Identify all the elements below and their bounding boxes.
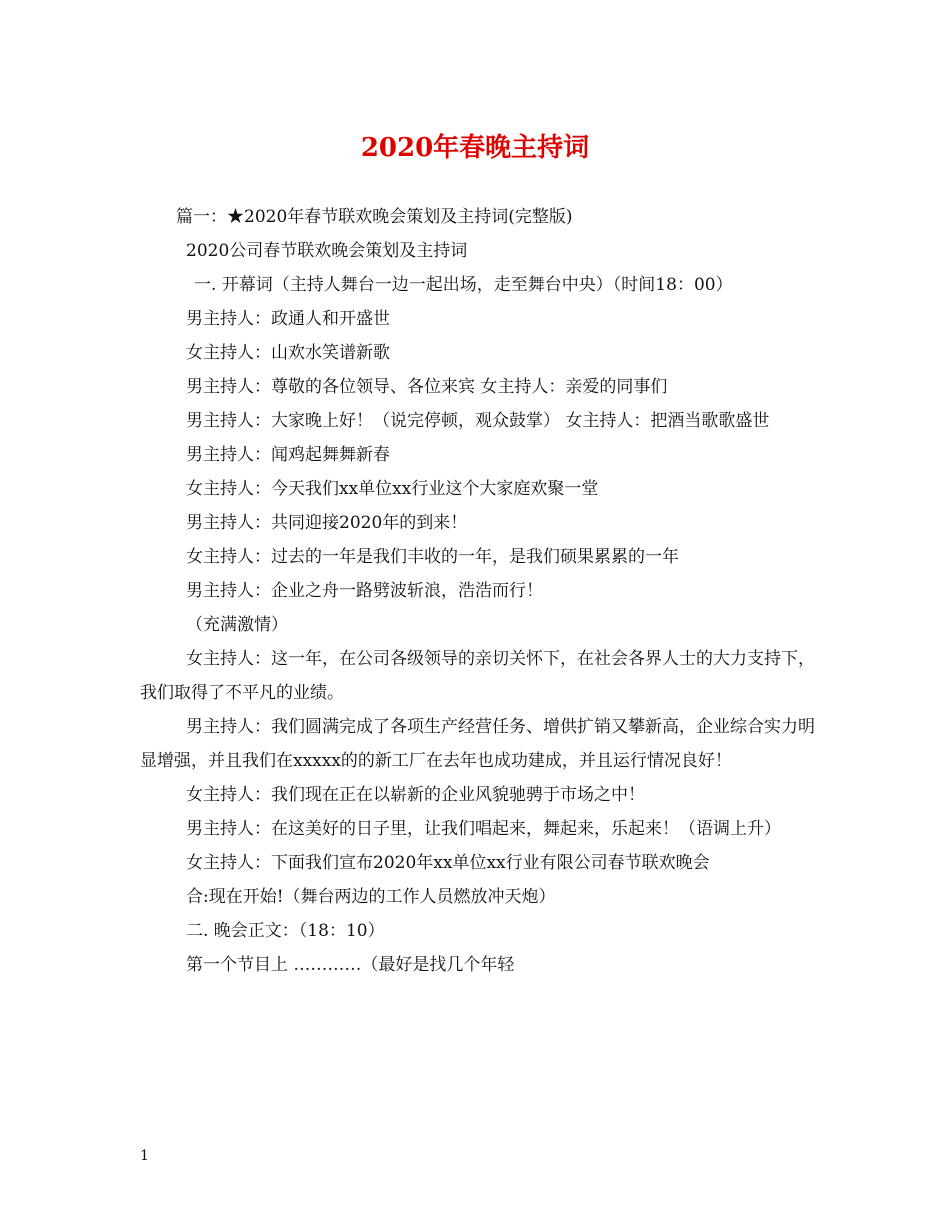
document-body: [140, 200, 815, 982]
paragraph: 女主持人：山欢水笑谱新歌: [186, 343, 390, 363]
paragraph: 女主持人：过去的一年是我们丰收的一年，是我们硕果累累的一年: [186, 547, 679, 567]
paragraph: 男主持人：企业之舟一路劈波斩浪，浩浩而行！: [186, 581, 543, 601]
paragraph: （充满激情）: [186, 615, 288, 635]
paragraph: 男主持人：政通人和开盛世: [186, 309, 390, 329]
paragraph: 女主持人：今天我们xx单位xx行业这个大家庭欢聚一堂: [186, 479, 599, 499]
paragraph: 男主持人：我们圆满完成了各项生产经营任务、增供扩销又攀新高，企业综合实力明显增强，并且我们在xxxxx的的新工厂在去年也成功建成，并且运行情况良好！: [140, 717, 815, 771]
paragraph: 女主持人：下面我们宣布2020年xx单位xx行业有限公司春节联欢晚会: [186, 853, 710, 873]
paragraph: 第一个节目上 …………（最好是找几个年轻: [186, 955, 515, 975]
paragraph: 男主持人：在这美好的日子里，让我们唱起来，舞起来，乐起来！（语调上升）: [186, 819, 781, 839]
paragraph: 2020公司春节联欢晚会策划及主持词: [186, 241, 468, 261]
paragraph: 一. 开幕词（主持人舞台一边一起出场，走至舞台中央）（时间18：00）: [194, 275, 733, 295]
document-title: 2020年春晚主持词: [360, 133, 590, 163]
paragraph: 男主持人：大家晚上好！（说完停顿，观众鼓掌） 女主持人：把酒当歌歌盛世: [186, 411, 770, 431]
paragraph: 二. 晚会正文：（18：10）: [186, 921, 385, 941]
paragraph: 篇一：★2020年春节联欢晚会策划及主持词(完整版): [176, 207, 573, 227]
paragraph: 男主持人：闻鸡起舞舞新春: [186, 445, 390, 465]
paragraph: 女主持人：我们现在正在以崭新的企业风貌驰骋于市场之中！: [186, 785, 645, 805]
paragraph: 男主持人：尊敬的各位领导、各位来宾 女主持人：亲爱的同事们: [186, 377, 668, 397]
paragraph: 合:现在开始!（舞台两边的工作人员燃放冲天炮）: [186, 887, 556, 907]
paragraph: 男主持人：共同迎接2020年的到来！: [186, 513, 468, 533]
paragraph: 女主持人：这一年，在公司各级领导的亲切关怀下，在社会各界人士的大力支持下，我们取得了不平凡的业绩。: [140, 649, 815, 703]
page-number: 1: [140, 1148, 149, 1164]
